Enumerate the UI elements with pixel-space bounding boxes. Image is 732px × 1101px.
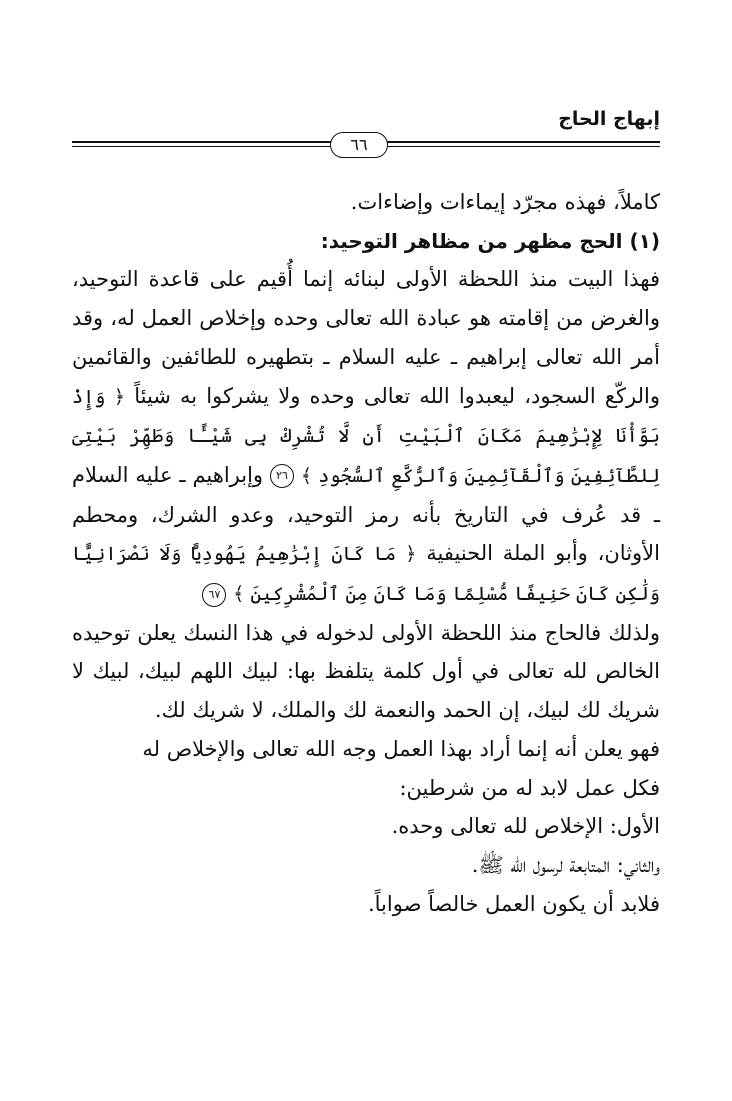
paragraph-4: فكل عمل لابد له من شرطين: (399, 775, 660, 800)
page-body (72, 183, 660, 923)
paragraph-1 (72, 260, 660, 613)
paragraph-intro: كاملاً، فهذه مجرّد إيماءات وإضاءات. (350, 190, 660, 214)
paragraph-6: والثاني: المتابعة لرسول الله ﷺ. (471, 852, 660, 877)
paragraph-7: فلابد أن يكون العمل خالصاً صواباً. (367, 891, 660, 916)
running-title: إبهاج الحاج (558, 108, 660, 130)
page-header (72, 108, 660, 154)
paragraph-2: ولذلك فالحاج منذ اللحظة الأولى لدخوله في هذا النسك يعلن توحيده الخالص لله تعالى في أول كلمة يتلفظ بها: لبيك اللهم لبيك، لبيك لا شريك لك لبيك، إن الحمد والنعمة لك والملك، لا شريك لك. (72, 620, 660, 723)
ayah-number-2: ٦٧ (202, 583, 226, 607)
paragraph-3: فهو يعلن أنه إنما أراد بهذا العمل وجه الله تعالى والإخلاص له (142, 736, 660, 761)
paragraph-1b-text: وإبراهيم ـ عليه السلام ـ قد عُرف في التاريخ بأنه رمز التوحيد، وعدو الشرك، ومحطم الأوثان، وأبو الملة الحنيفية (72, 462, 660, 566)
page-number: ٦٦ (330, 132, 388, 158)
quran-verse-2: ﴿ مَا كَانَ إِبْرَٰهِيمُ يَهُودِيًّا وَلَا نَصْرَانِيًّا وَلَٰكِن كَانَ حَنِيفًا مُّسْلِمًا وَمَا كَانَ مِنَ ٱلْمُشْرِكِينَ ﴾ (72, 543, 660, 606)
ayah-number-1: ٢٦ (270, 464, 294, 488)
paragraph-5: الأول: الإخلاص لله تعالى وحده. (391, 814, 660, 839)
quran-verse-1: ﴿ وَإِذْ بَوَّأْنَا لِإِبْرَٰهِيمَ مَكَانَ ٱلْبَيْتِ أَن لَّا تُشْرِكْ بِى شَيْـًٔا وَطَهِّرْ بَيْتِىَ لِلطَّآئِفِينَ وَٱلْقَآئِمِينَ وَٱلرُّكَّعِ ٱلسُّجُودِ ﴾ (72, 385, 660, 487)
section-heading: (١) الحج مظهر من مظاهر التوحيد: (320, 228, 660, 253)
paragraph-1-text: فهذا البيت منذ اللحظة الأولى لبنائه إنما أُقيم على قاعدة التوحيد، والغرض من إقامته هو عبادة الله تعالى وحده وإخلاص العمل له، وقد أمر الله تعالى إبراهيم ـ عليه السلام ـ بتطهيره للطائفين والقائمين والركّع السجود، ليعبدوا الله تعالى وحده ولا يشركوا به شيئاً (72, 267, 660, 408)
